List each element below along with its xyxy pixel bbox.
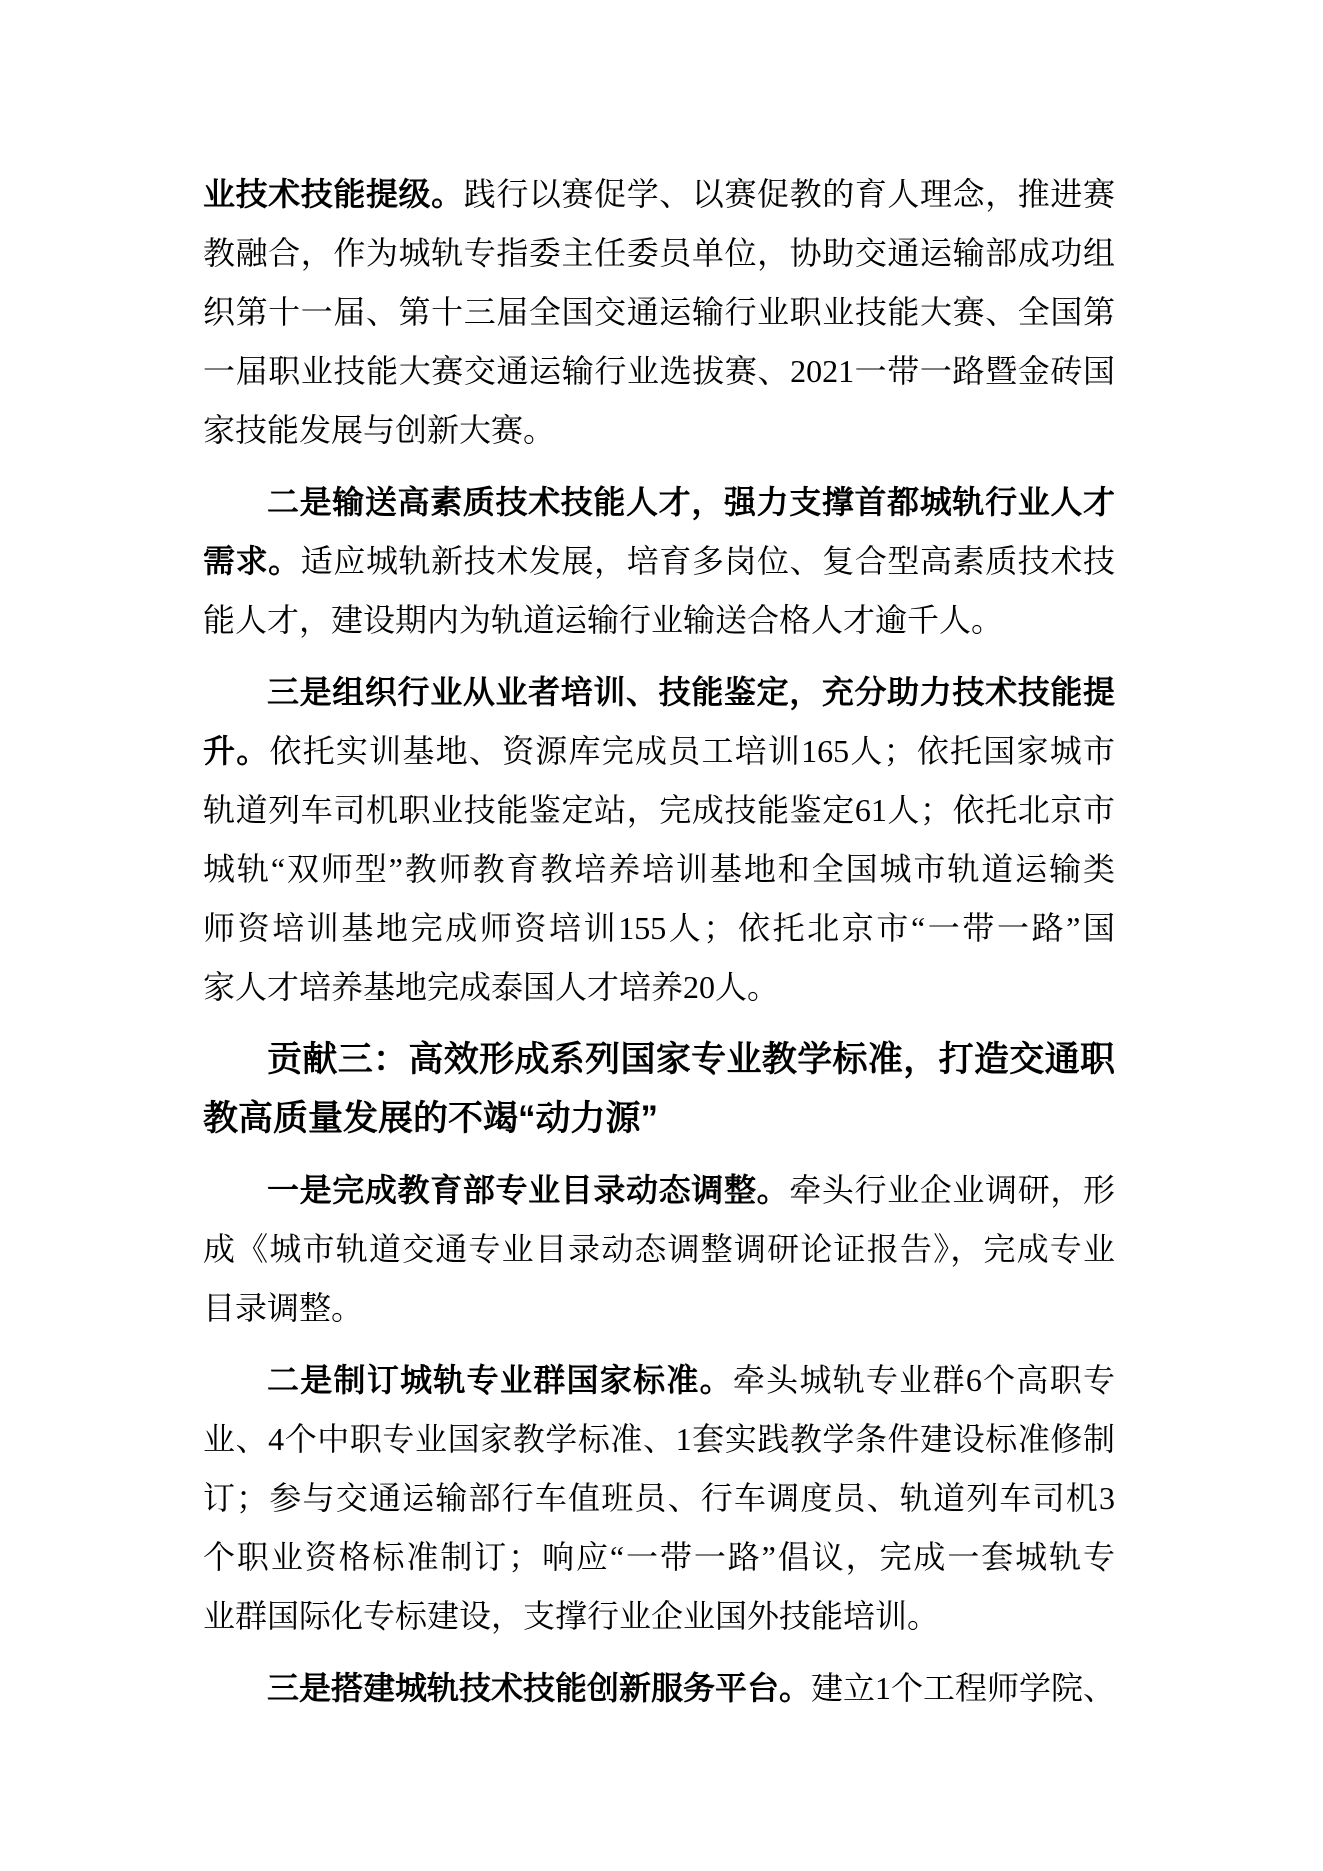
text-line	[203, 1351, 1115, 1410]
paragraph	[203, 473, 1115, 650]
body-text: 成《城市轨道交通专业目录动态调整调研论证报告》，完成专业	[203, 1231, 1115, 1267]
emphasis-text: 贡献三：高效形成系列国家专业教学标准，打造交通职	[267, 1040, 1115, 1079]
text-line	[203, 1030, 1115, 1089]
body-text: 订；参与交通运输部行车值班员、行车调度员、轨道列车司机3	[203, 1480, 1115, 1516]
emphasis-text: 教高质量发展的不竭“动力源”	[203, 1099, 659, 1138]
body-text: 家人才培养基地完成泰国人才培养20人。	[203, 969, 780, 1005]
emphasis-text: 二是输送高素质技术技能人才，强力支撑首都城轨行业人才	[267, 484, 1115, 520]
text-line	[203, 1410, 1115, 1469]
body-text: 践行以赛促学、以赛促教的育人理念，推进赛	[463, 176, 1115, 212]
body-text: 牵头行业企业调研，形	[789, 1172, 1115, 1208]
text-line	[203, 1279, 1115, 1338]
paragraph	[203, 663, 1115, 1017]
body-text: 家技能发展与创新大赛。	[203, 412, 556, 448]
body-text: 师资培训基地完成师资培训155人；依托北京市“一带一路”国	[203, 910, 1115, 946]
text-line	[203, 532, 1115, 591]
text-line	[203, 473, 1115, 532]
paragraph	[203, 1161, 1115, 1338]
emphasis-text: 升。	[203, 733, 270, 769]
text-line	[203, 1220, 1115, 1279]
paragraph	[203, 1659, 1115, 1718]
text-line	[203, 165, 1115, 224]
body-text: 能人才，建设期内为轨道运输行业输送合格人才逾千人。	[203, 602, 1004, 638]
body-text: 业、4个中职专业国家教学标准、1套实践教学条件建设标准修制	[203, 1421, 1115, 1457]
body-text: 个职业资格标准制订；响应“一带一路”倡议，完成一套城轨专	[203, 1539, 1115, 1575]
body-text: 牵头城轨专业群6个高职专	[732, 1362, 1115, 1398]
text-line	[203, 1587, 1115, 1646]
text-line	[203, 283, 1115, 342]
body-text: 目录调整。	[203, 1290, 364, 1326]
emphasis-text: 二是制订城轨专业群国家标准。	[267, 1362, 733, 1398]
body-text: 轨道列车司机职业技能鉴定站，完成技能鉴定61人；依托北京市	[203, 792, 1115, 828]
text-line	[203, 591, 1115, 650]
body-text: 建立1个工程师学院、	[811, 1670, 1116, 1706]
body-text: 织第十一届、第十三届全国交通运输行业职业技能大赛、全国第	[203, 294, 1115, 330]
text-line	[203, 1659, 1115, 1718]
text-line	[203, 1469, 1115, 1528]
text-line	[203, 663, 1115, 722]
text-line	[203, 1161, 1115, 1220]
text-line	[203, 781, 1115, 840]
text-line	[203, 958, 1115, 1017]
section-heading	[203, 1030, 1115, 1148]
emphasis-text: 三是组织行业从业者培训、技能鉴定，充分助力技术技能提	[267, 674, 1115, 710]
body-text: 一届职业技能大赛交通运输行业选拔赛、2021一带一路暨金砖国	[203, 353, 1115, 389]
text-line	[203, 401, 1115, 460]
body-text: 教融合，作为城轨专指委主任委员单位，协助交通运输部成功组	[203, 235, 1115, 271]
text-line	[203, 1089, 1115, 1148]
text-line	[203, 342, 1115, 401]
text-line	[203, 1528, 1115, 1587]
paragraph	[203, 165, 1115, 460]
body-text: 业群国际化专标建设，支撑行业企业国外技能培训。	[203, 1598, 940, 1634]
body-text: 适应城轨新技术发展，培育多岗位、复合型高素质技术技	[300, 543, 1115, 579]
text-line	[203, 722, 1115, 781]
emphasis-text: 三是搭建城轨技术技能创新服务平台。	[267, 1670, 812, 1706]
emphasis-text: 一是完成教育部专业目录动态调整。	[267, 1172, 790, 1208]
emphasis-text: 业技术技能提级。	[203, 176, 464, 212]
text-line	[203, 899, 1115, 958]
body-text: 城轨“双师型”教师教育教培养培训基地和全国城市轨道运输类	[203, 851, 1115, 887]
emphasis-text: 需求。	[203, 543, 301, 579]
text-line	[203, 840, 1115, 899]
text-line	[203, 224, 1115, 283]
body-text: 依托实训基地、资源库完成员工培训165人；依托国家城市	[269, 733, 1115, 769]
paragraph	[203, 1351, 1115, 1646]
